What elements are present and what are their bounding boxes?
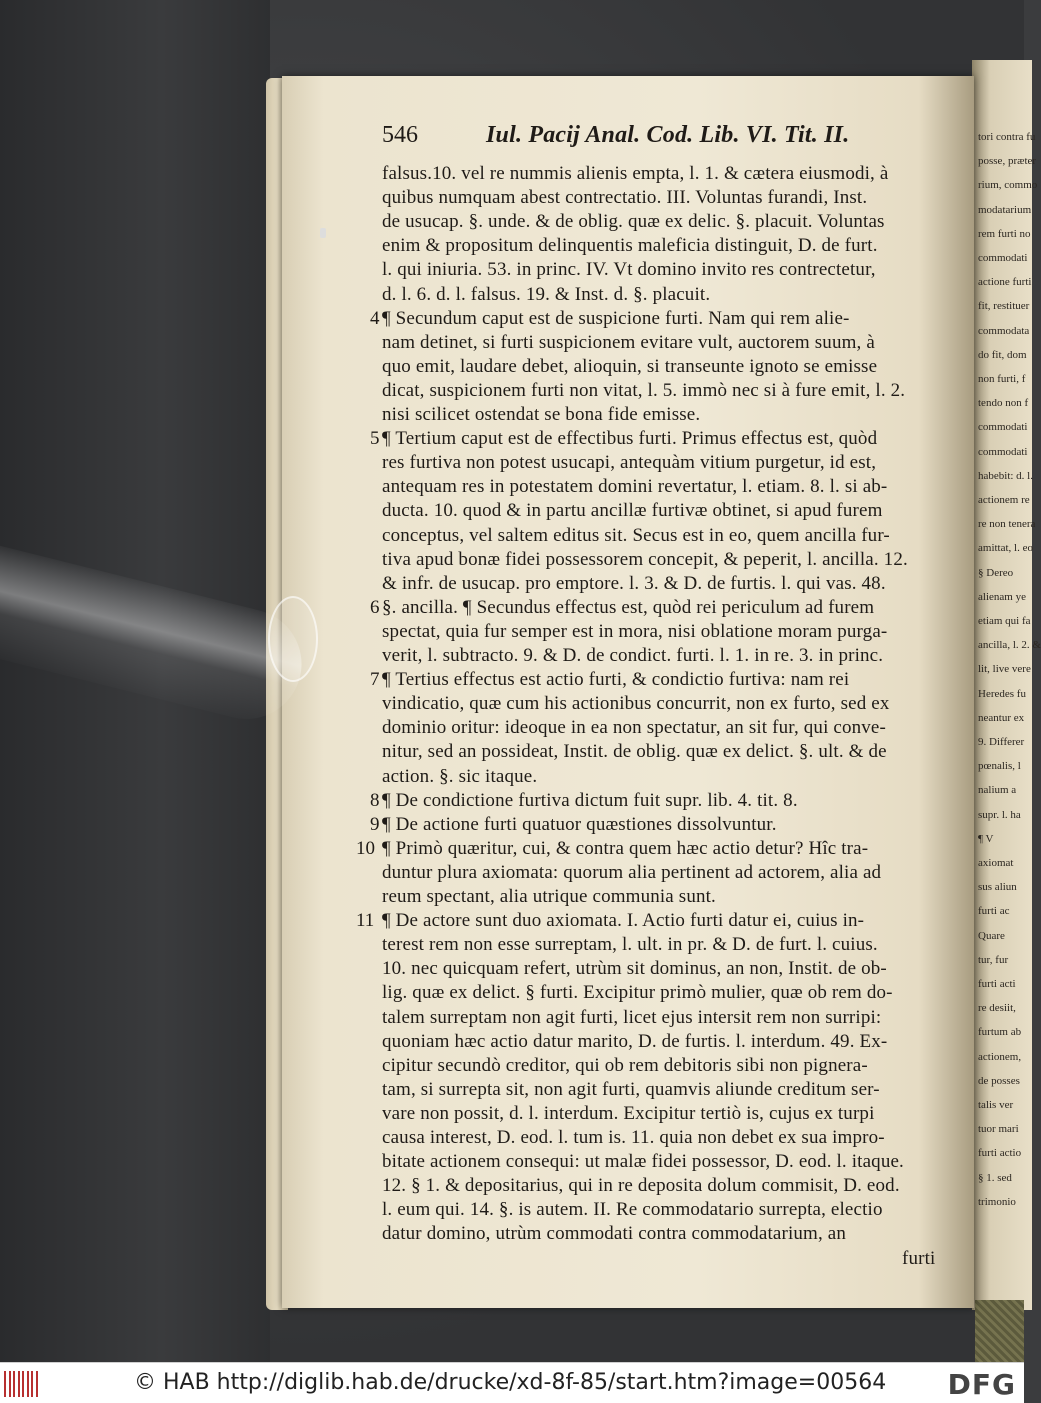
text-line: ¶ Tertius effectus est actio furti, & condictio furtiva: nam rei xyxy=(382,669,850,691)
right-page-fragment: tuor mari xyxy=(978,1123,1019,1136)
footer-bar xyxy=(0,1362,1024,1403)
right-page-fragment: ancilla, l. 2. & xyxy=(978,639,1041,652)
text-line: cipitur secundò creditor, qui ob rem debitoris sibi non pignera- xyxy=(382,1054,868,1076)
right-page-fragment: habebit: d. l. xyxy=(978,469,1033,482)
right-page-fragment: sus aliun xyxy=(978,881,1017,894)
text-line: reum spectant, alia utrique communia sunt. xyxy=(382,886,716,907)
text-line: & infr. de usucap. pro emptore. l. 3. & D. de furtis. l. qui vas. 48. xyxy=(382,572,886,594)
text-line: l. eum qui. 14. §. is autem. II. Re commodatario surrepta, electio xyxy=(382,1199,883,1221)
margin-number: 4 xyxy=(370,307,380,329)
book-page xyxy=(282,76,974,1308)
right-page-fragment: rium, commo xyxy=(978,179,1038,192)
text-line: quo emit, laudare debet, alioquin, si transeunte ignoto se emisse xyxy=(382,355,878,377)
right-page-fragment: supr. l. ha xyxy=(978,808,1021,821)
text-line: res furtiva non potest usucapi, antequàm vitium purgetur, id est, xyxy=(382,452,877,474)
right-page-fragment: tur, fur xyxy=(978,953,1009,966)
text-line: nam detinet, si furti suspicionem evitare vult, auctorem suum, à xyxy=(382,331,875,353)
text-line: vare non possit, d. l. interdum. Excipitur tertiò is, cujus ex turpi xyxy=(382,1102,875,1124)
pin-marker xyxy=(320,228,326,238)
right-page-fragment: de posses xyxy=(978,1074,1020,1087)
right-page-fragment: furtum ab xyxy=(978,1026,1022,1039)
margin-number: 8 xyxy=(370,789,380,811)
text-line: ¶ Secundum caput est de suspicione furti. Nam qui rem alie- xyxy=(382,307,850,329)
right-page-fragment: re non tenera xyxy=(978,518,1036,531)
text-line: §. ancilla. ¶ Secundus effectus est, quòd rei periculum ad furem xyxy=(382,596,875,618)
right-page-fragment: actionem re xyxy=(978,494,1030,506)
text-line: ducta. 10. quod & in partu ancillæ furtivæ obtinet, si apud furem xyxy=(382,500,883,522)
right-page-fragment: amittat, l. eo xyxy=(978,542,1033,555)
right-page-fragment: lit, live vere xyxy=(978,663,1031,676)
dfg-logo: DFG xyxy=(947,1368,1016,1401)
text-line: ¶ De actione furti quatuor quæstiones dissolvuntur. xyxy=(382,813,777,835)
text-line: verit, l. subtracto. 9. & D. de condict. furti. l. 1. in re. 3. in princ. xyxy=(382,645,884,666)
text-line: duntur plura axiomata: quorum alia pertinent ad actorem, alia ad xyxy=(382,861,882,883)
text-line: antequam res in potestatem domini revertatur, l. etiam. 8. l. si ab- xyxy=(382,476,888,498)
barcode-icon xyxy=(4,1371,42,1397)
text-line: nisi scilicet ostendat se bona fide emisse. xyxy=(382,404,701,425)
margin-number: 11 xyxy=(356,910,375,932)
text-line: dicat, suspicionem furti non vitat, l. 5. immò nec si à fure emit, l. 2. xyxy=(382,379,906,401)
right-page-fragment: commodata xyxy=(978,324,1030,337)
right-page-fragment: commodati xyxy=(978,421,1028,434)
text-line: tiva apud bonæ fidei possessorem concepit, & peperit, l. ancilla. 12. xyxy=(382,548,908,570)
text-line: ¶ De actore sunt duo axiomata. I. Actio furti datur ei, cuius in- xyxy=(382,910,865,932)
right-page-fragment: furti actio xyxy=(978,1147,1022,1160)
right-page-fragment: fit, restituer xyxy=(978,300,1030,313)
right-page-fragment: modatarium xyxy=(978,203,1032,216)
text-line: datur domino, utrùm commodati contra commodatarium, an xyxy=(382,1223,846,1245)
book-cover-corner xyxy=(975,1300,1024,1362)
right-page-fragment: neantur ex xyxy=(978,711,1025,724)
text-line: quibus numquam abest contrectatio. III. Voluntas furandi, Inst. xyxy=(382,187,868,209)
right-page-fragment: tori contra fu xyxy=(978,131,1036,143)
text-line: furti xyxy=(902,1247,936,1269)
text-line: quoniam hæc actio datur marito, D. de furtis. l. interdum. 49. Ex- xyxy=(382,1030,888,1052)
page-text xyxy=(282,76,974,1308)
text-line: ¶ De condictione furtiva dictum fuit supr. lib. 4. tit. 8. xyxy=(382,789,798,811)
margin-number: 9 xyxy=(370,813,380,835)
text-line: ¶ Primò quæritur, cui, & contra quem hæc actio detur? Hîc tra- xyxy=(382,837,869,859)
right-page-fragment: commodati xyxy=(978,445,1028,458)
page-number: 546 xyxy=(382,122,418,148)
right-page-fragment: trimonio xyxy=(978,1195,1016,1208)
right-page-fragment: nalium a xyxy=(978,784,1017,797)
text-line: 12. § 1. & depositarius, qui in re deposita dolum commisit, D. eod. xyxy=(382,1175,900,1197)
text-line: terest rem non esse surreptam, l. ult. in pr. & D. de furt. l. cuius. xyxy=(382,934,878,956)
right-page-fragment: etiam qui fa xyxy=(978,615,1031,627)
margin-number: 10 xyxy=(356,837,375,859)
right-page-fragment: talis ver xyxy=(978,1099,1014,1111)
right-page-fragment: non furti, f xyxy=(978,373,1026,385)
right-page-fragment: 9. Differer xyxy=(978,736,1025,748)
right-page-fragment: Quare xyxy=(978,929,1005,942)
right-page-fragment: re desiit, xyxy=(978,1002,1016,1015)
text-line: action. §. sic itaque. xyxy=(382,765,538,787)
margin-number: 7 xyxy=(370,669,380,691)
text-line: de usucap. §. unde. & de oblig. quæ ex delic. §. placuit. Voluntas xyxy=(382,211,885,233)
right-page-fragment: actione furti xyxy=(978,276,1032,289)
text-line: l. qui iniuria. 53. in princ. IV. Vt domino invito res contrectetur, xyxy=(382,259,876,281)
right-page-fragment: posse, præter xyxy=(978,155,1037,168)
text-line: falsus.10. vel re nummis alienis empta, l. 1. & cætera eiusmodi, à xyxy=(382,163,889,184)
text-line: conceptus, vel saltem editus sit. Secus est in eo, quem ancilla fur- xyxy=(382,524,890,546)
text-line: enim & propositum delinquentis maleficia distinguit, D. de furt. xyxy=(382,235,878,257)
right-page xyxy=(972,60,1041,1310)
margin-number: 5 xyxy=(370,428,380,450)
text-line: d. l. 6. d. l. falsus. 19. & Inst. d. §. placuit. xyxy=(382,283,711,305)
right-page-fragment: § 1. sed xyxy=(978,1171,1012,1184)
right-page-fragment: furti acti xyxy=(978,978,1016,990)
text-line: talem surreptam non agit furti, licet ejus intersit rem non surripi: xyxy=(382,1006,882,1028)
right-page-fragment: commodati xyxy=(978,252,1028,264)
right-page-fragment: Heredes fu xyxy=(978,687,1026,700)
right-page-fragment: alienam ye xyxy=(978,590,1026,603)
right-page-fragment: ¶ V xyxy=(978,832,994,845)
text-line: bitate actionem consequi: ut malæ fidei possessor, D. eod. l. itaque. xyxy=(382,1151,904,1173)
right-page-fragment: do fit, dom xyxy=(978,348,1027,361)
margin-number: 6 xyxy=(370,596,380,618)
right-page-fragment: actionem, xyxy=(978,1050,1022,1063)
text-line: causa interest, D. eod. l. tum is. 11. quia non debet ex sua impro- xyxy=(382,1127,885,1148)
text-line: tam, si surrepta sit, non agit furti, quamvis aliunde creditum ser- xyxy=(382,1078,880,1100)
text-line: nitur, sed an possideat, Instit. de oblig. quæ ex delict. §. ult. & de xyxy=(382,741,887,763)
running-header: Iul. Pacij Anal. Cod. Lib. VI. Tit. II. xyxy=(486,122,850,148)
text-line: vindicatio, quæ cum his actionibus concurrit, non ex furto, sed ex xyxy=(382,693,890,715)
right-page-fragment: furti ac xyxy=(978,905,1010,918)
text-line: ¶ Tertium caput est de effectibus furti. Primus effectus est, quòd xyxy=(382,428,878,450)
text-line: 10. nec quicquam refert, utrùm sit dominus, an non, Instit. de ob- xyxy=(382,958,887,980)
right-page-fragment: rem furti no xyxy=(978,227,1031,240)
credit-link[interactable]: © HAB http://diglib.hab.de/drucke/xd-8f-85/start.htm?image=00564 xyxy=(134,1370,887,1395)
right-page-fragment: pœnalis, l xyxy=(978,760,1021,773)
text-line: lig. quæ ex delict. § furti. Excipitur primò mulier, quæ ob rem do- xyxy=(382,982,893,1004)
right-page-fragment: § Dereo xyxy=(978,566,1014,579)
text-line: spectat, quia fur semper est in mora, nisi oblatione moram purga- xyxy=(382,620,888,642)
right-page-fragment: tendo non f xyxy=(978,397,1029,410)
glass-rod-tip xyxy=(268,596,318,682)
text-line: dominio oritur: ideoque in ea non spectatur, an sit fur, qui conve- xyxy=(382,717,886,739)
right-page-fragment: axiomat xyxy=(978,857,1014,869)
